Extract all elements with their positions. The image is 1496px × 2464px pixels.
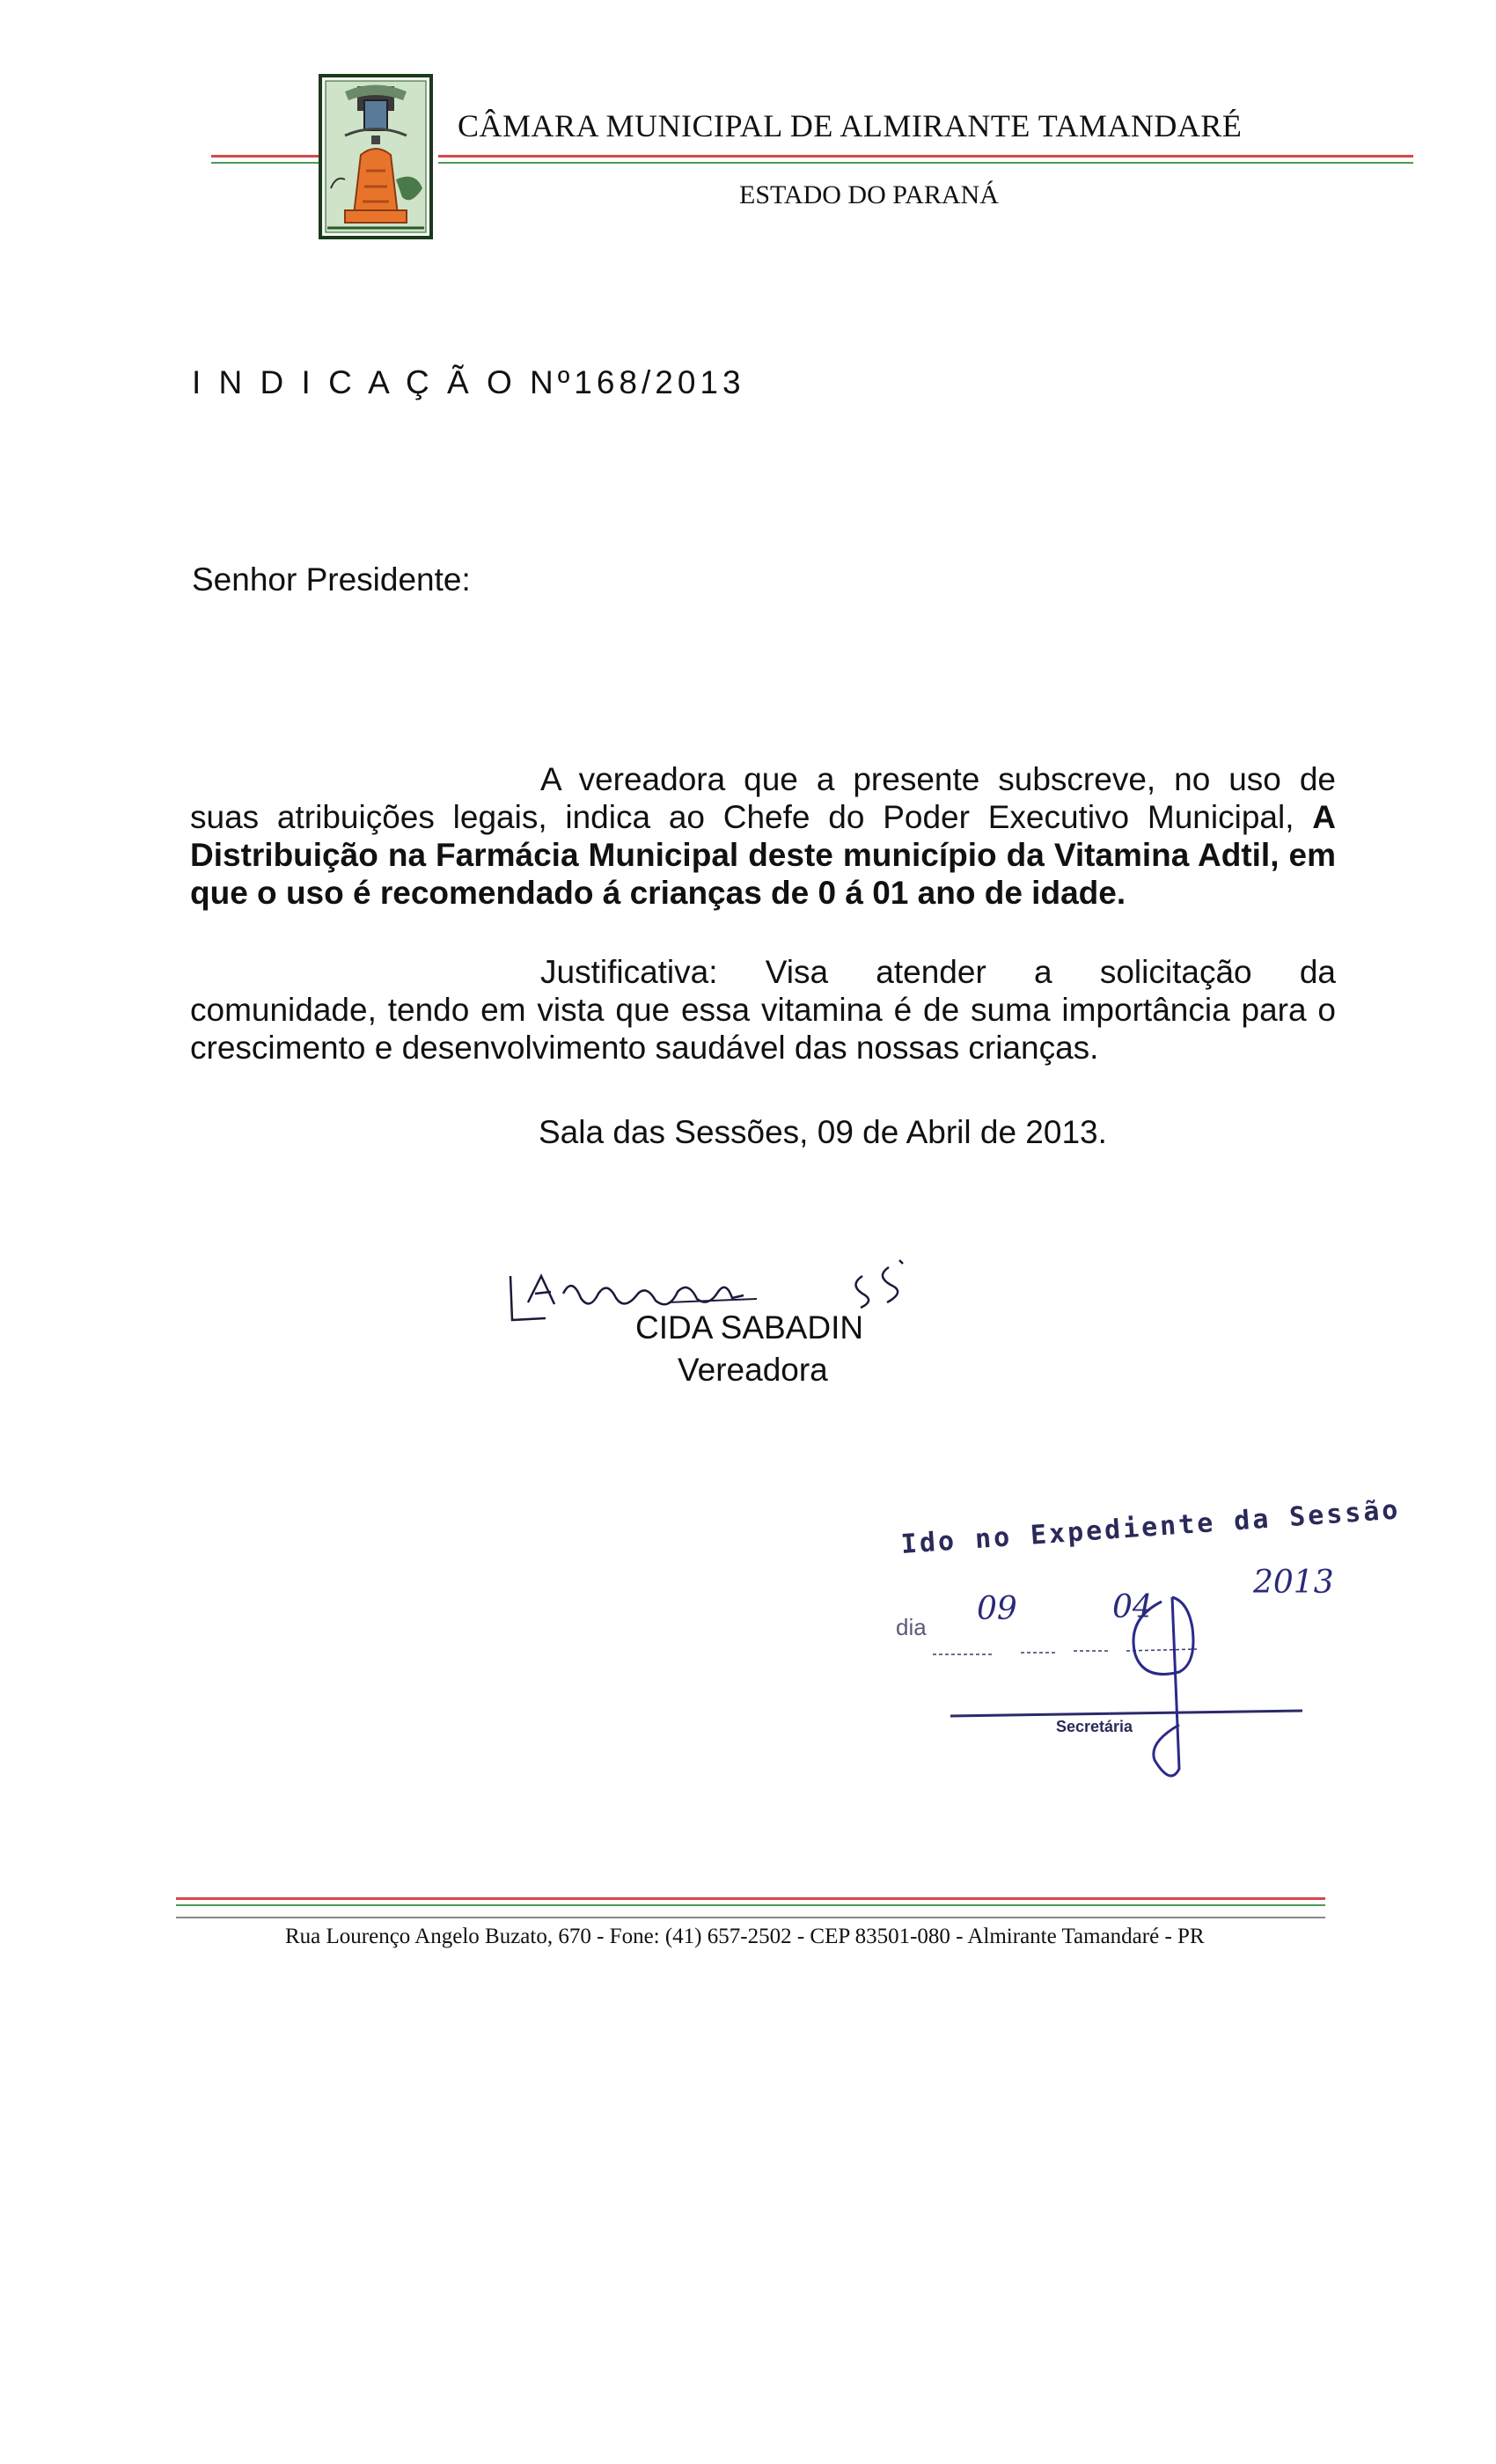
institution-name: CÂMARA MUNICIPAL DE ALMIRANTE TAMANDARÉ xyxy=(458,108,1243,143)
paragraph-text: A vereadora que a presente subscreve, no uso de suas atribuições legais, indica ao Chefe do Poder Executivo Municipal, xyxy=(190,761,1336,835)
stamp-year: 2013 xyxy=(1253,1565,1334,1601)
document-number: I N D I C A Ç Ã O Nº168/2013 xyxy=(192,364,745,400)
signer-role: Vereadora xyxy=(678,1352,828,1388)
stamp-month: 04 xyxy=(1112,1589,1153,1625)
footer-divider-gray xyxy=(176,1917,1325,1918)
footer-address: Rua Lourenço Angelo Buzato, 670 - Fone: (41) 657-2502 - CEP 83501-080 - Almirante Tamandaré - PR xyxy=(285,1925,1205,1948)
coat-of-arms-logo xyxy=(319,74,433,239)
justification-paragraph: Justificativa: Visa atender a solicitação da comunidade, tendo em vista que essa vitamina é de suma importância para o crescimento e desenvolvimento saudável das nossas crianças. xyxy=(190,954,1336,1066)
header-divider-green-right xyxy=(438,162,1413,164)
footer-divider-red xyxy=(176,1897,1325,1900)
state-name: ESTADO DO PARANÁ xyxy=(739,180,999,209)
closing-date-line: Sala das Sessões, 09 de Abril de 2013. xyxy=(539,1114,1107,1150)
salutation: Senhor Presidente: xyxy=(192,561,471,598)
stamp-secretary-label: Secretária xyxy=(1056,1718,1133,1735)
paragraph-bold-text: A Distribuição na Farmácia Municipal deste município da Vitamina Adtil, em que o uso é recomendado á crianças de 0 á 01 ano de idade. xyxy=(190,799,1336,911)
footer-divider-green xyxy=(176,1904,1325,1906)
header-divider-red xyxy=(211,155,319,158)
stamp-reading-text: Ido no Expediente da Sessão xyxy=(899,1494,1402,1560)
stamp-day: 09 xyxy=(977,1591,1017,1627)
signer-name: CIDA SABADIN xyxy=(635,1309,864,1346)
main-paragraph xyxy=(190,760,1336,912)
header-divider-red-right xyxy=(438,155,1413,158)
stamp-day-label: dia xyxy=(896,1614,927,1640)
header-divider-green xyxy=(211,162,319,164)
